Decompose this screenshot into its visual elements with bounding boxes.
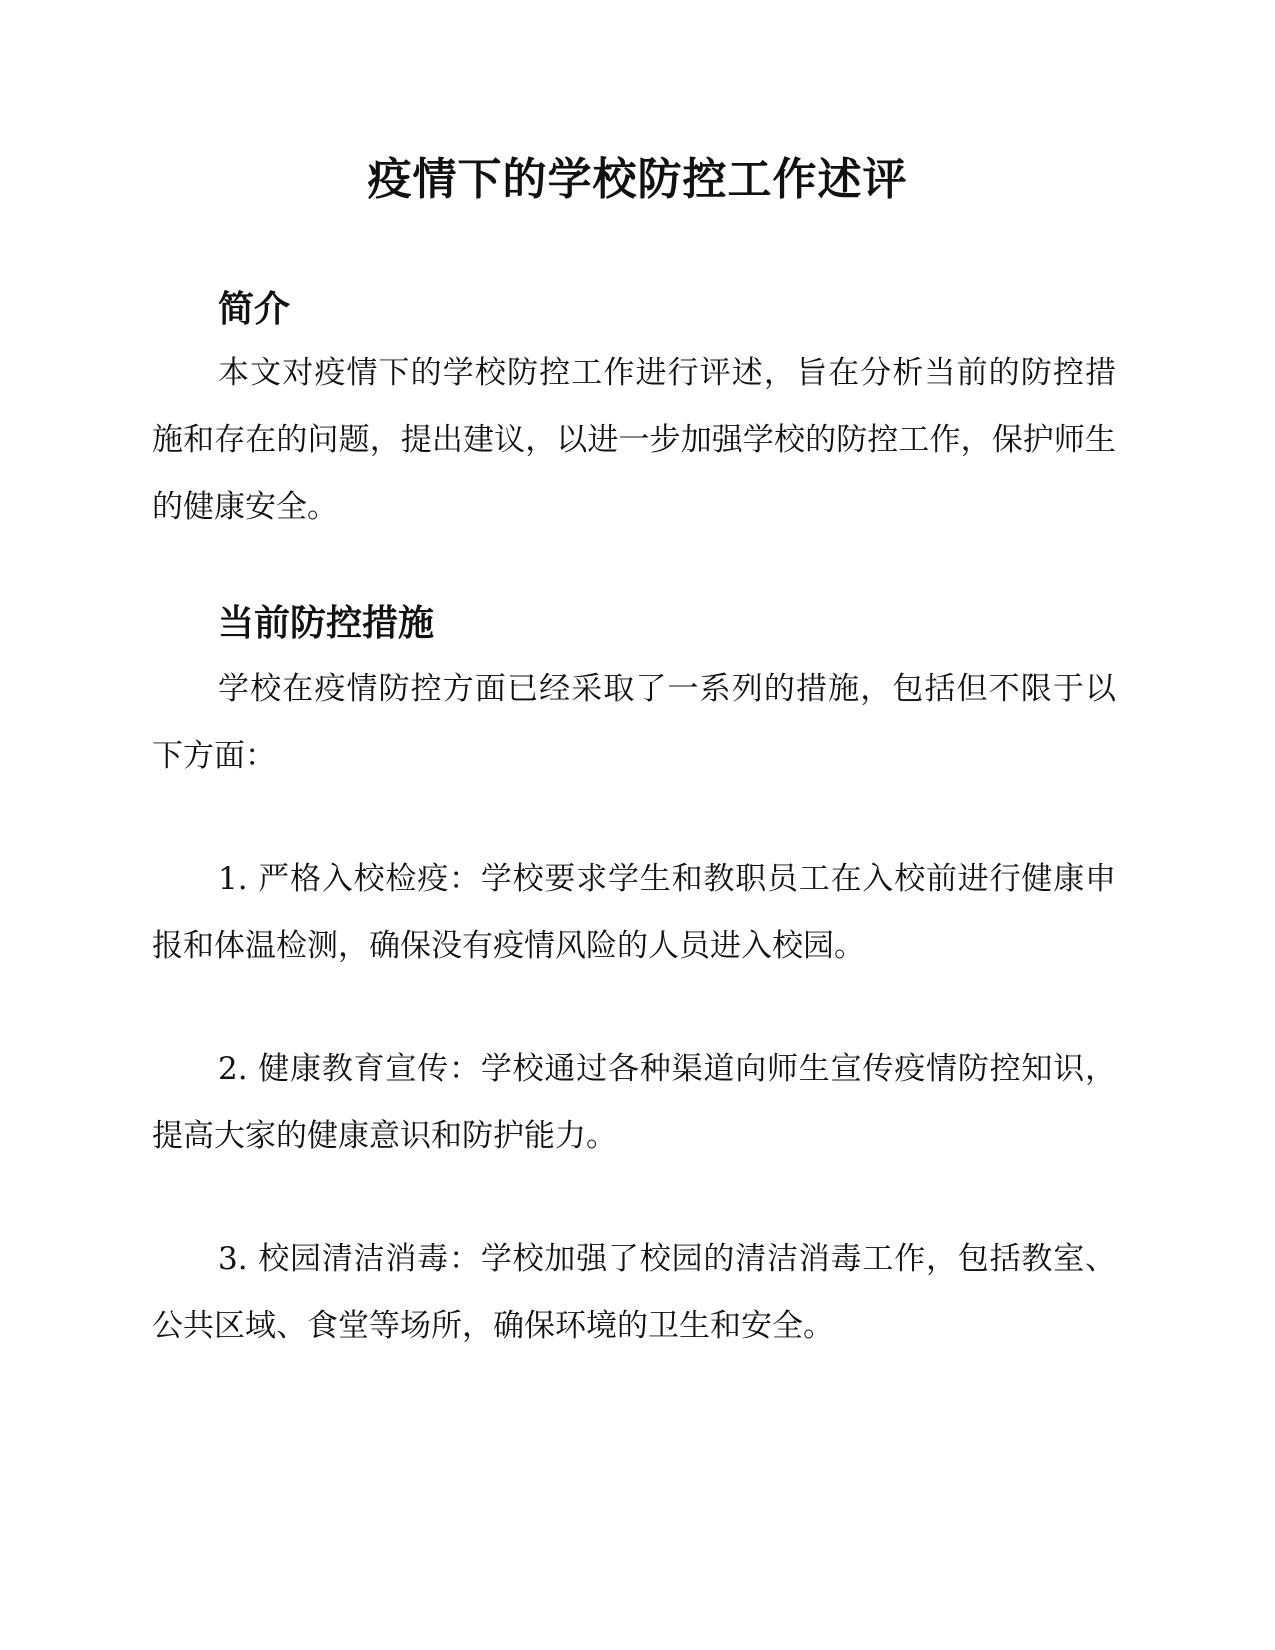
measure-item-3: 3. 校园清洁消毒：学校加强了校园的清洁消毒工作，包括教室、公共区域、食堂等场所，确保环境的卫生和安全。: [152, 1241, 1116, 1344]
intro-paragraph: 本文对疫情下的学校防控工作进行评述，旨在分析当前的防控措施和存在的问题，提出建议，以进一步加强学校的防控工作，保护师生的健康安全。: [152, 355, 1116, 525]
section-heading-intro: 简介: [218, 289, 291, 330]
measure-item-1: 1. 严格入校检疫：学校要求学生和教职员工在入校前进行健康申报和体温检测，确保没有疫情风险的人员进入校园。: [152, 861, 1116, 964]
measure-item-2: 2. 健康教育宣传：学校通过各种渠道向师生宣传疫情防控知识，提高大家的健康意识和防护能力。: [152, 1051, 1116, 1154]
section-heading-current-measures: 当前防控措施: [218, 603, 435, 644]
measures-intro-paragraph: 学校在疫情防控方面已经采取了一系列的措施，包括但不限于以下方面：: [152, 671, 1116, 774]
document-title: 疫情下的学校防控工作述评: [367, 154, 908, 205]
